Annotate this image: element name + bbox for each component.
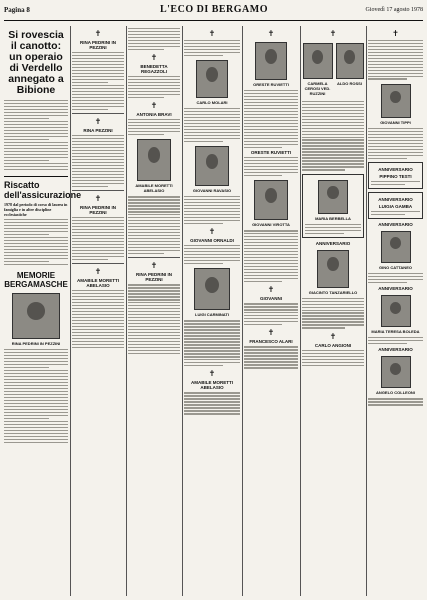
portrait-photo — [137, 139, 171, 181]
cross-icon: ✝ — [267, 285, 275, 295]
headline-insurance: Riscatto dell'assicurazione — [4, 176, 68, 200]
anniversary-box — [368, 162, 423, 189]
obituary-name: GIOVANNI ORNALDI — [190, 238, 234, 244]
cross-icon: ✝ — [208, 227, 216, 237]
portrait-photo — [317, 250, 349, 288]
obituary-name: AMABILE MORETTI ABELASIO — [77, 278, 119, 289]
column-news — [4, 26, 82, 596]
photo-caption: GIOVANNI VIROTTA — [252, 222, 290, 228]
obituary-box — [302, 174, 364, 238]
column-obituaries-3 — [128, 26, 180, 596]
obituary-name: PIPPINO TESTI — [379, 173, 412, 179]
photo-caption: MARIA BERBELLA — [315, 215, 351, 221]
portrait-photo — [318, 180, 348, 214]
portrait-photo — [12, 293, 60, 339]
anniversary-label: ANNIVERSARIO — [378, 221, 413, 227]
cross-icon: ✝ — [392, 29, 399, 38]
portrait-photo — [195, 146, 229, 186]
photo-caption: GIOVANNI RAVASIO — [192, 188, 232, 194]
portrait-photo — [194, 268, 230, 310]
photo-caption: CARLO MOLARI — [196, 99, 228, 105]
cross-icon: ✝ — [150, 261, 158, 271]
anniversary-label: ANNIVERSARIO — [378, 166, 413, 172]
portrait-photo — [381, 295, 411, 327]
newspaper-masthead: L'ECO DI BERGAMO — [159, 4, 268, 15]
article-body — [4, 100, 68, 170]
cross-icon: ✝ — [267, 29, 275, 38]
subhead-insurance: 1978 dal periodo di corso di laurea in famiglia e in altre discipline ecclesiastiche — [4, 201, 68, 217]
obituary-name: RINA PEZZINI — [83, 128, 113, 133]
cross-icon: ✝ — [94, 267, 102, 277]
portrait-photo — [255, 42, 287, 80]
anniversary-label: ANNIVERSARIO — [378, 347, 413, 353]
headline-drowning: Si rovescia il canotto: un operaio di Verdello annegato a Bibione — [8, 29, 64, 96]
obituary-name: ORESTE RUVIETTI — [250, 150, 292, 155]
anniversary-label: ANNIVERSARIO — [378, 196, 413, 202]
photo-caption: AMABILE MORETTI ABELASIO — [135, 183, 173, 194]
photo-caption: MARIA TERESA BOLEDA — [371, 329, 420, 335]
cross-icon: ✝ — [150, 101, 158, 111]
photo-caption: GIACINTO TANZARIELLO — [308, 289, 358, 295]
cross-icon: ✝ — [208, 369, 216, 379]
column-obituaries-4 — [184, 26, 240, 596]
portrait-photo — [381, 231, 411, 263]
cross-icon: ✝ — [94, 117, 102, 126]
column-obituaries-5 — [244, 26, 298, 596]
portrait-photo — [303, 43, 333, 79]
obituary-name: LUIGIA GAMBA — [378, 203, 413, 209]
portrait-photo — [381, 84, 411, 118]
page-number: Pagina 8 — [4, 6, 30, 14]
obituary-name: RINA PEDRINI IN PEZZINI — [79, 205, 117, 216]
portrait-photo — [196, 60, 228, 98]
portrait-photo — [336, 43, 364, 79]
photo-caption: RINA PEDRINI IN PEZZINI — [11, 341, 61, 346]
photo-caption: GINO CATTANEO — [379, 264, 412, 270]
issue-date: Giovedì 17 agosto 1978 — [365, 7, 423, 13]
cross-icon: ✝ — [267, 328, 275, 338]
obituary-name: GIOVANNI — [260, 296, 282, 302]
cross-icon: ✝ — [94, 29, 102, 38]
obituary-name: FRANCESCO ALARI — [249, 339, 293, 345]
photo-caption: CARMELA CEROSI VED. RUZZINI — [304, 81, 331, 96]
cross-icon: ✝ — [94, 194, 102, 204]
photo-caption: LUIGI CARMINATI — [195, 312, 229, 318]
obituary-name: AMABILE MORETTI ABELASIO — [191, 380, 233, 391]
cross-icon: ✝ — [329, 331, 337, 341]
anniversary-box — [368, 192, 423, 219]
anniversary-label: ANNIVERSARIO — [315, 240, 351, 246]
portrait-photo — [381, 356, 411, 388]
obituary-name: ANTONIA BRAVI — [136, 112, 172, 118]
obituary-name: RINA PEDRINI IN PEZZINI — [79, 40, 117, 50]
page-header — [4, 4, 423, 21]
photo-caption: ORESTE RUVIETTI — [253, 82, 289, 87]
obituary-name: CARLO ANGIONI — [314, 342, 352, 348]
obituary-name: BENEDETTA REGAZZOLI — [140, 63, 168, 74]
photo-caption: ANGELO COLLEONI — [376, 390, 415, 396]
column-obituaries-6 — [302, 26, 364, 596]
column-obituaries-2 — [72, 26, 124, 596]
photo-caption: ALDO ROSSI — [337, 81, 362, 86]
photo-caption: GIOVANNI TIPPI — [380, 119, 411, 125]
portrait-photo — [254, 180, 288, 220]
section-memorie: MEMORIE BERGAMASCHE — [4, 271, 68, 289]
obituary-name: RINA PEDRINI IN PEZZINI — [135, 272, 173, 283]
cross-icon: ✝ — [150, 52, 158, 62]
anniversary-label: ANNIVERSARIO — [378, 286, 413, 292]
cross-icon: ✝ — [329, 29, 337, 38]
cross-icon: ✝ — [208, 29, 216, 38]
column-obituaries-7 — [368, 26, 423, 596]
